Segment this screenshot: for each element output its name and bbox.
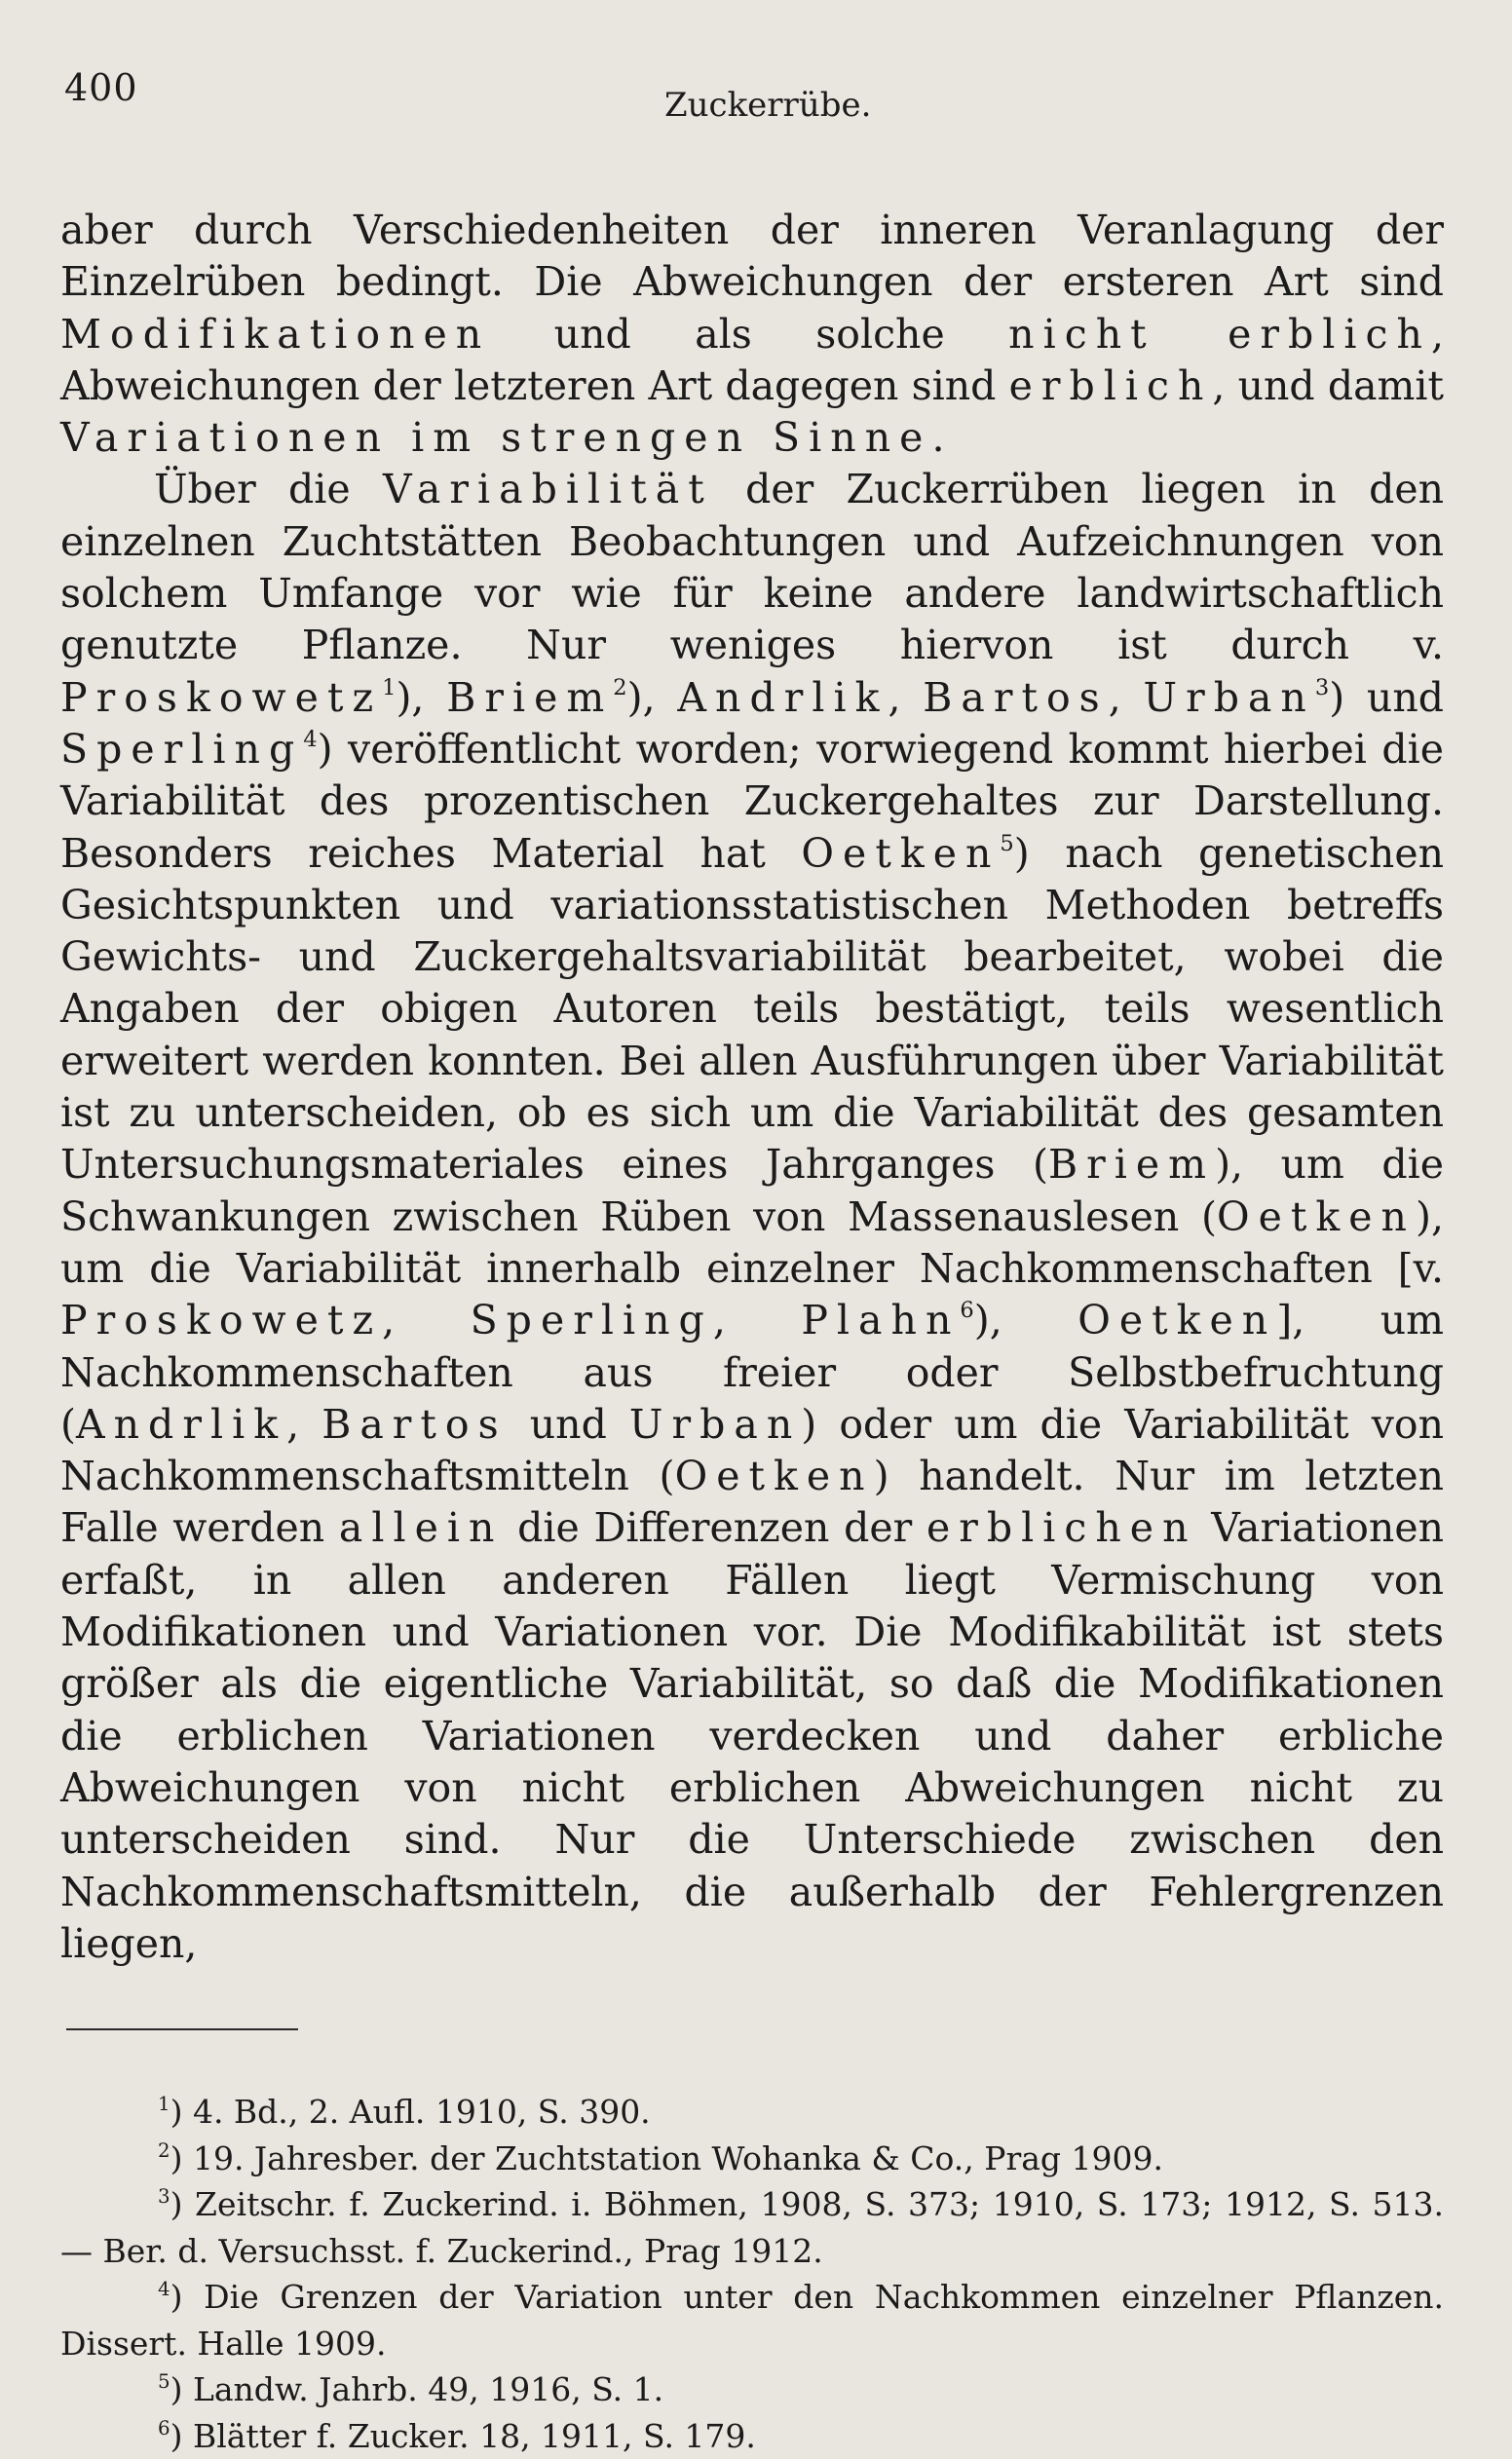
author-name: Andrlik bbox=[677, 673, 888, 721]
paragraph-1: aber durch Verschiedenheiten der inneren Veranlagung der Einzelrüben bedingt. Die Abweichungen der ersteren Art sind Modifikationen und als solche nicht erblich, Abweichungen der letzteren Art dagegen sind erblich, und damit Variationen im strengen Sinne. bbox=[60, 207, 1444, 462]
spaced-term: erblichen bbox=[926, 1504, 1197, 1552]
footnote-3: $^3$) Zeitschr. f. Zuckerind. i. Böhmen, 1908, S. 373; 1910, S. 173; 1912, S. 513. — Ber. d. Versuchsst. f. Zuckerind., Prag 1912. bbox=[60, 2185, 1444, 2270]
footnote-ref: 4 bbox=[303, 727, 318, 753]
footnote-mark: 4 bbox=[158, 2278, 170, 2301]
footnote-mark: 1 bbox=[158, 2093, 170, 2116]
footnote-ref: 1 bbox=[382, 674, 397, 700]
page-header bbox=[60, 58, 1444, 136]
footnote-mark: 2 bbox=[158, 2138, 170, 2162]
author-name: Sperling bbox=[60, 725, 304, 773]
footnote-mark: 3 bbox=[158, 2185, 170, 2209]
footnote-1: $^1$) 4. Bd., 2. Aufl. 1910, S. 390. bbox=[158, 2093, 651, 2132]
author-name: Oetken bbox=[1216, 1192, 1416, 1240]
footnote-divider bbox=[66, 2028, 298, 2030]
author-name: Oetken bbox=[1077, 1297, 1277, 1344]
author-name: Sperling bbox=[470, 1297, 713, 1344]
main-text bbox=[60, 205, 1444, 1970]
footnote-ref: 3 bbox=[1314, 674, 1330, 700]
paragraph-2: Über die Variabilität der Zuckerrüben liegen in den einzelnen Zuchtstätten Beobachtungen und Aufzeichnungen von solchem Umfange vor wie für keine andere landwirtschaftlich genutzte Pflanze. Nur weniges hiervon ist durch v. Proskowetz$^1$), Briem$^2$), Andrlik, Bartos, Urban$^3$) und Sperling$^4$) veröffentlicht worden; vorwiegend kommt hierbei die Variabilität des prozentischen Zuckergehaltes zur Darstellung. Besonders reiches Material hat Oetken$^5$) nach genetischen Gesichtspunkten und variationsstatistischen Methoden betreffs Gewichts- und Zuckergehaltsvariabilität bearbeitet, wobei die Angaben der obigen Autoren teils bestätigt, teils wesentlich erweitert werden konnten. Bei allen Ausführungen über Variabilität ist zu unterscheiden, ob es sich um die Variabilität des gesamten Untersuchungsmateriales eines Jahrganges (Briem), um die Schwankungen zwischen Rüben von Massenauslesen (Oetken), um die Variabilität innerhalb einzelner Nachkommenschaften [v. Proskowetz, Sperling, Plahn$^6$), Oetken], um Nachkommenschaften aus freier oder Selbstbefruchtung (Andrlik, Bartos und Urban) oder um die Variabilität von Nachkommenschaftsmitteln (Oetken) handelt. Nur im letzten Falle werden allein die Differenzen der erblichen Variationen erfaßt, in allen anderen Fällen liegt Vermischung von Modifikationen und Variationen vor. Die Modifikabilität ist stets größer als die eigentliche Variabilität, so daß die Modifikationen die erblichen Variationen verdecken und daher erbliche Abweichungen von nicht erblichen Abweichungen nicht zu unterscheiden sind. Nur die Unterschiede zwischen den Nachkommenschaftsmitteln, die außerhalb der Fehlergrenzen liegen, bbox=[60, 466, 1445, 1967]
author-name: Urban bbox=[1143, 673, 1315, 721]
footnote-2: $^2$) 19. Jahresber. der Zuchtstation Wohanka & Co., Prag 1909. bbox=[158, 2138, 1164, 2177]
author-name: Urban bbox=[628, 1400, 802, 1448]
author-name: Bartos bbox=[923, 673, 1109, 721]
running-title: Zuckerrübe. bbox=[664, 86, 872, 125]
author-name: Oetken bbox=[801, 829, 1001, 877]
footnote-5: $^5$) Landw. Jahrb. 49, 1916, S. 1. bbox=[158, 2370, 664, 2409]
footnotes bbox=[60, 2089, 1444, 2459]
author-name: Oetken bbox=[674, 1453, 874, 1500]
author-name: Briem bbox=[1047, 1141, 1216, 1189]
author-name: Bartos bbox=[321, 1400, 508, 1448]
footnote-4: $^4$) Die Grenzen der Variation unter den Nachkommen einzelner Pflanzen. Dissert. Halle 1909. bbox=[60, 2278, 1444, 2363]
spaced-term: Variationen im strengen Sinne bbox=[60, 414, 932, 462]
footnote-ref: 5 bbox=[1000, 830, 1014, 856]
author-name: Plahn bbox=[801, 1297, 961, 1344]
author-name: Proskowetz bbox=[60, 1297, 383, 1344]
spaced-term: allein bbox=[338, 1504, 504, 1552]
spaced-term: Modifikationen bbox=[60, 310, 491, 358]
author-name: Proskowetz bbox=[60, 673, 383, 721]
spaced-term: Variabilität bbox=[383, 466, 713, 513]
footnote-ref: 6 bbox=[960, 1298, 974, 1324]
footnote-6: $^6$) Blätter f. Zucker. 18, 1911, S. 179. bbox=[158, 2416, 756, 2455]
author-name: Andrlik bbox=[76, 1400, 287, 1448]
footnote-mark: 6 bbox=[158, 2416, 170, 2440]
page-number: 400 bbox=[64, 66, 138, 109]
footnote-ref: 2 bbox=[613, 674, 627, 700]
spaced-term: erblich bbox=[1008, 361, 1213, 409]
footnote-mark: 5 bbox=[158, 2370, 170, 2394]
author-name: Briem bbox=[446, 673, 614, 721]
spaced-term: nicht erblich bbox=[1008, 310, 1431, 358]
